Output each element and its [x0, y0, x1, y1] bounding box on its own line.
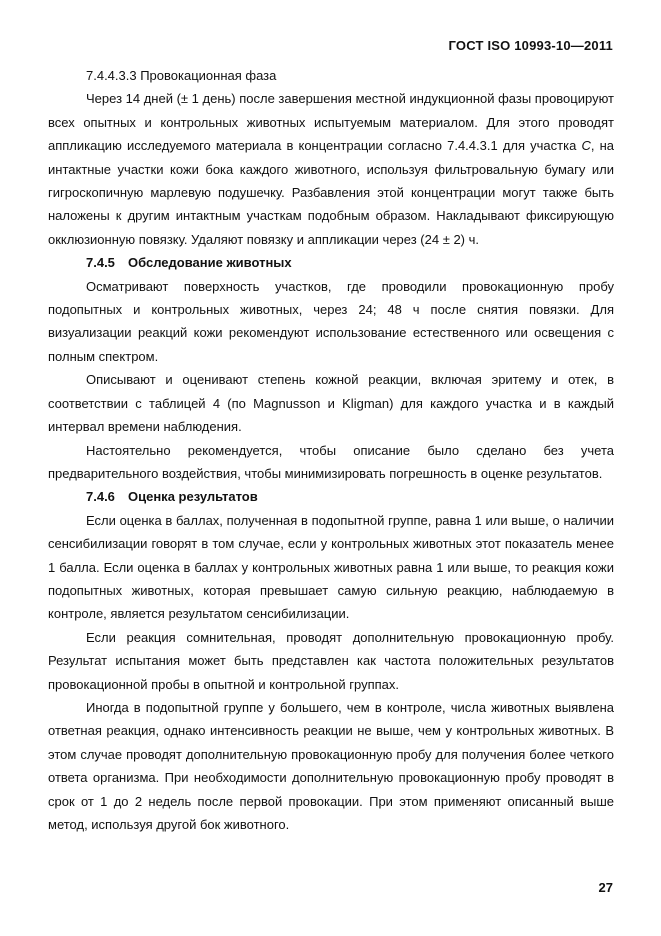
paragraph: Иногда в подопытной группе у большего, чем в контроле, числа животных выявлена ответная реакция, однако интенсивность реакции не выше, чем у контрольных животных. В этом случае проводят дополнительную провокационную пробу для получения более четкого ответа организма. При необходимости дополнительную провокационную пробу проводят в срок от 1 до 2 недель после первой провокации. При этом применяют описанный выше метод, используя другой бок животного. [48, 699, 614, 832]
subsection-title-7-4-4-3-3: 7.4.4.3.3 Провокационная фаза [86, 68, 277, 83]
section-title: Оценка результатов [128, 489, 258, 505]
section-number: 7.4.6 [86, 489, 115, 505]
paragraph: Через 14 дней (± 1 день) после завершения местной индукционной фазы провоцируют всех опытных и контрольных животных испытуемым материалом. Для этого проводят аппликацию исследуемого материала в концентрации согласно 7.4.4.3.1 для участка С, на интактные участки кожи бока каждого животного, используя фильтровальную бумагу или гигроскопичную марлевую подушечку. Разбавления этой концентрации могут также быть наложены к другим интактным участкам подобным образом. Накладывают фиксирующую окклюзионную повязку. Удаляют повязку и аппликации через (24 ± 2) ч. [48, 91, 614, 247]
page-number: 27 [598, 880, 613, 895]
document-body [48, 64, 614, 836]
paragraph: Описывают и оценивают степень кожной реакции, включая эритему и отек, в соответствии с таблицей 4 (по Magnusson и Kligman) для каждого участка и в каждый интервал времени наблюдения. [48, 372, 614, 435]
document-header: ГОСТ ISO 10993-10—2011 [448, 38, 613, 53]
paragraph: Если оценка в баллах, полученная в подопытной группе, равна 1 или выше, о наличии сенсибилизации говорят в том случае, если у контрольных животных этот показатель менее 1 балла. Если оценка в баллах у контрольных животных равна 1 или выше, то реакция кожи подопытных животных, которая превышает самую сильную реакцию, наблюдаемую в контроле, является результатом сенсибилизации. [48, 512, 614, 622]
paragraph: Если реакция сомнительная, проводят дополнительную провокационную пробу. Результат испытания может быть представлен как частота положительных результатов провокационной пробы в опытной и контрольной группах. [48, 629, 614, 692]
section-heading-7-4-6 [48, 485, 614, 508]
section-title: Обследование животных [128, 255, 292, 271]
paragraph: Настоятельно рекомендуется, чтобы описание было сделано без учета предварительного воздействия, чтобы минимизировать погрешность в оценке результатов. [48, 442, 614, 481]
section-number: 7.4.5 [86, 255, 115, 271]
section-heading-7-4-5 [48, 251, 614, 274]
paragraph: Осматривают поверхность участков, где проводили провокационную пробу подопытных и контрольных животных, через 24; 48 ч после снятия повязки. Для визуализации реакций кожи рекомендуют использование естественного или освещения с полным спектром. [48, 278, 614, 364]
